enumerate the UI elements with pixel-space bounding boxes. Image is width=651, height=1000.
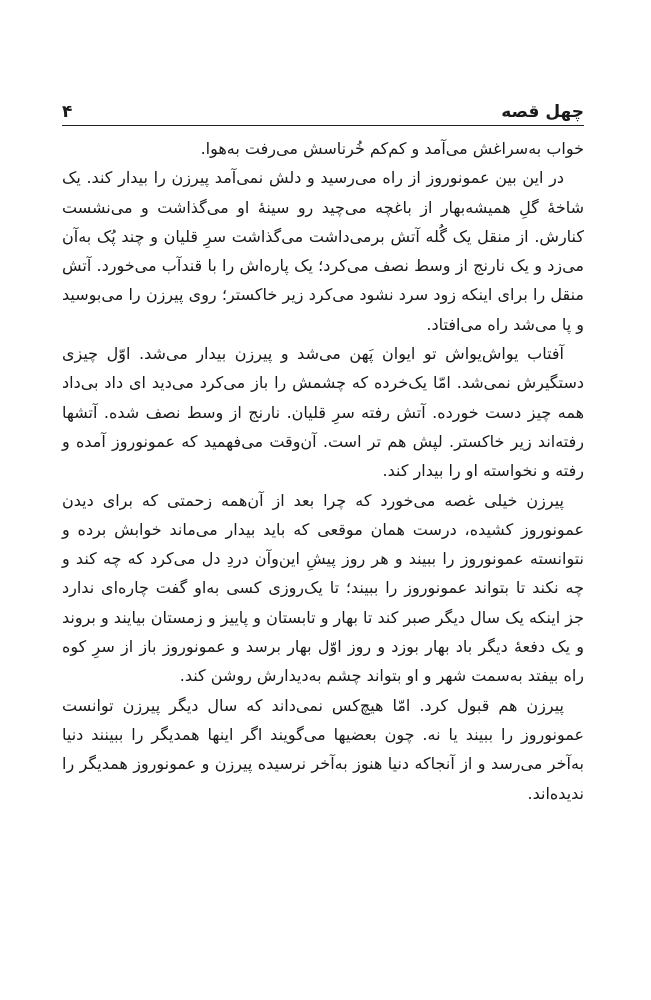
paragraph-5: پیرزن هم قبول کرد. امّا هیچ‌کس نمی‌داند که سال دیگر پیرزن توانست عمونوروز را ببیند یا نه. چون بعضیها می‌گویند اگر اینها همدیگر را ببینند دنیا به‌آخر می‌رسد و از آنجاکه دنیا هنوز به‌آخر نرسیده پیرزن و عمونوروز همدیگر را ندیده‌اند.: [62, 695, 584, 803]
paragraph-4: پیرزن خیلی غصه می‌خورد که چرا بعد از آن‌همه زحمتی که برای دیدن عمونوروز کشیده، درست همان موقعی که باید بیدار می‌ماند خوابش برده و نتوانسته عمونوروز را ببیند و هر روز پیشِ این‌وآن دردِ دل می‌کرد که چه کند و چه نکند تا بتواند عمونوروز را ببیند؛ تا یک‌روزی کسی به‌او گفت چاره‌ای ندارد جز اینکه یک سال دیگر صبر کند تا بهار و تابستان و پاییز و زمستان بیایند و بروند و یک دفعهٔ دیگر باد بهار بوزد و روز اوّل بهار برسد و عمونوروز باز از سرِ کوه راه بیفتد به‌سمت شهر و او بتواند چشم به‌دیدارش روشن کند.: [62, 490, 584, 686]
header-rule: [62, 125, 584, 126]
paragraph-1: خواب به‌سراغش می‌آمد و کم‌کم خُرناسش می‌رفت به‌هوا.: [200, 139, 584, 158]
paragraph-3: آفتاب یواش‌یواش تو ایوان پَهن می‌شد و پیرزن بیدار می‌شد. اوّل چیزی دستگیرش نمی‌شد. امّا یک‌خرده که چشمش را باز می‌کرد می‌دید ای داد بی‌داد همه چیز دست خورده. آتش رفته سرِ قلیان. نارنج از وسط نصف شده. آتشها رفته‌اند زیر خاکستر. لپش هم تر است. آن‌وقت می‌فهمید که عمونوروز آمده و رفته و نخواسته او را بیدار کند.: [62, 344, 584, 481]
page-number: ۴: [62, 102, 73, 122]
body-text: [62, 134, 584, 808]
book-title: چهل قصه: [501, 102, 584, 122]
running-head: [62, 94, 584, 122]
paragraph-2: در این بین عمونوروز از راه می‌رسید و دلش نمی‌آمد پیرزن را بیدار کند. یک شاخهٔ گلِ همیشه‌بهار از باغچه می‌چید رو سینهٔ او می‌گذاشت و می‌نشست کنارش. از منقل یک گُله آتش برمی‌داشت می‌گذاشت سرِ قلیان و چند پُک به‌آن می‌زد و یک نارنج از وسط نصف می‌کرد؛ یک پاره‌اش را با قندآب می‌خورد. آتش منقل را برای اینکه زود سرد نشود می‌کرد زیر خاکستر؛ روی پیرزن را می‌بوسید و پا می‌شد راه می‌افتاد.: [62, 168, 584, 334]
